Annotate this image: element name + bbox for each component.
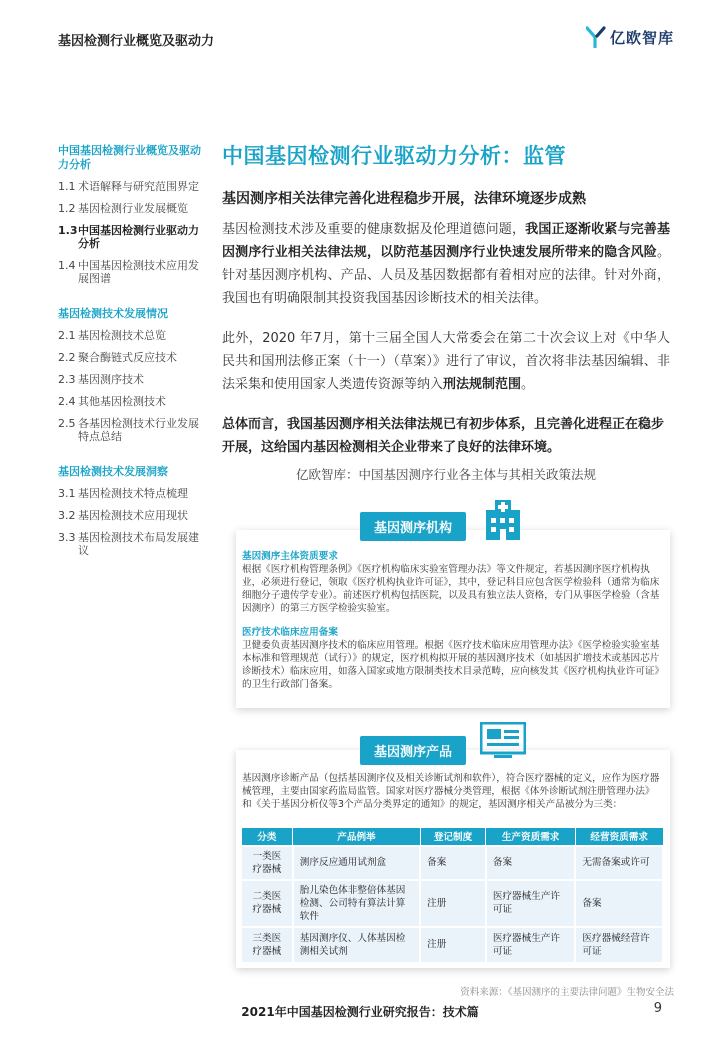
- p1-text-c: 。针对基因测序机构、产品、人员及基因数据都有着相对应的法律。针对外商，我国也有明确限制其投资我国基因诊断技术的相关法律。: [222, 245, 670, 306]
- logo-text: 亿欧智库: [609, 28, 674, 47]
- p1-bold: 我国正逐渐收紧与完善基因测序行业相关法律法规，以防范基因测序行业快速发展所带来的隐含风险: [222, 222, 670, 260]
- paragraph-1: [222, 218, 670, 310]
- sidebar-item-number: 1.4: [58, 259, 76, 272]
- paragraph-3: 总体而言，我国基因测序相关法律法规已有初步体系，且完善化进程正在稳步开展，这给国内基因检测相关企业带来了良好的法律环境。: [222, 417, 665, 455]
- institution-tag: 基因测序机构: [360, 512, 466, 541]
- sidebar-item-number: 2.1: [58, 329, 76, 342]
- sidebar-item[interactable]: [58, 487, 206, 500]
- sidebar-item-number: 3.1: [58, 487, 76, 500]
- figure-caption: 亿欧智库：中国基因测序行业各主体与其相关政策法规: [295, 467, 596, 482]
- table-cell: 三类医疗器械: [241, 927, 293, 963]
- table-header-cell: 登记制度: [420, 828, 486, 846]
- table-row: [241, 880, 663, 927]
- table-row: [241, 846, 663, 880]
- p2-text-c: 。: [521, 377, 535, 392]
- sidebar-section-heading[interactable]: 基因检测技术发展洞察: [58, 465, 168, 478]
- sidebar-section: [58, 307, 206, 443]
- hospital-icon: [482, 498, 524, 542]
- sidebar-item-number: 1.2: [58, 202, 76, 215]
- sidebar-item[interactable]: [58, 531, 206, 557]
- qualification-section: [242, 550, 662, 615]
- qualification-body: 根据《医疗机构管理条例》《医疗机构临床实验室管理办法》等文件规定，若基因测序医疗机构执业，必须进行登记，领取《医疗机构执业许可证》，其中，登记科目应包含医学检验科（通常为临床细胞分子遗传学专业）。前述医疗机构包括医院，以及具有独立法人资格，专门从事医学检验（含基因测序）的第三方医学检验实验室。: [242, 564, 660, 614]
- sidebar-item-label: 基因检测技术总览: [78, 329, 166, 342]
- sidebar-item-number: 3.2: [58, 509, 76, 522]
- sidebar-nav: [58, 144, 206, 579]
- table-cell: 注册: [420, 927, 486, 963]
- footer-title: 2021年中国基因检测行业研究报告：技术篇: [241, 1005, 479, 1019]
- sidebar-item-label: 术语解释与研究范围界定: [78, 180, 199, 193]
- sidebar-item-label: 基因测序技术: [78, 373, 144, 386]
- source-note: 资料来源：《基因测序的主要法律问题》生物安全法: [460, 987, 674, 998]
- sidebar-item-number: 2.4: [58, 395, 76, 408]
- sidebar-item-number: 2.2: [58, 351, 76, 364]
- table-cell: 医疗器械生产许可证: [486, 880, 576, 927]
- table-body: [241, 846, 663, 963]
- paragraph-2: [222, 327, 670, 396]
- sidebar-item-number: 3.3: [58, 531, 76, 544]
- sidebar-item-number: 2.3: [58, 373, 76, 386]
- sidebar-item-label: 各基因检测技术行业发展特点总结: [78, 417, 199, 443]
- p2-bold: 刑法规制范围: [443, 377, 522, 392]
- sidebar-item-label: 聚合酶链式反应技术: [78, 351, 177, 364]
- sidebar-item-number: 2.5: [58, 417, 76, 430]
- sidebar-item[interactable]: [58, 224, 206, 250]
- table-cell: 胎儿染色体非整倍体基因检测、公司特有算法计算软件: [293, 880, 420, 927]
- p2-text-a: 此外，2020 年7月，第十三届全国人大常委会在第二十次会议上对《中华人民共和国刑法修正案（十一）（草案）》进行了审议，首次将非法基因编辑、非法采集和使用国家人类遗传资源等纳入: [222, 331, 670, 392]
- header-title: 基因检测行业概览及驱动力: [58, 34, 215, 49]
- table-cell: 一类医疗器械: [241, 846, 293, 880]
- table-cell: 注册: [420, 880, 486, 927]
- sidebar-item[interactable]: [58, 509, 206, 522]
- sidebar-item[interactable]: [58, 202, 206, 215]
- logo: [586, 26, 674, 48]
- product-screen-icon: [480, 722, 526, 758]
- table-row: [241, 927, 663, 963]
- sidebar-item-label: 基因检测技术特点梳理: [78, 487, 188, 500]
- sidebar-item-label: 基因检测行业发展概览: [78, 202, 188, 215]
- sidebar-item[interactable]: [58, 180, 206, 193]
- section-subheading: 基因测序相关法律完善化进程稳步开展，法律环境逐步成熟: [222, 191, 586, 207]
- table-header-cell: 分类: [241, 828, 293, 846]
- sidebar-item[interactable]: [58, 329, 206, 342]
- sidebar-item-label: 中国基因检测行业驱动力分析: [78, 224, 199, 250]
- sidebar-item[interactable]: [58, 351, 206, 364]
- sidebar-item-label: 基因检测技术应用现状: [78, 509, 188, 522]
- sidebar-item[interactable]: [58, 259, 206, 285]
- sidebar-section: [58, 144, 206, 285]
- table-cell: 无需备案或许可: [575, 846, 663, 880]
- page-title: 中国基因检测行业驱动力分析：监管: [222, 144, 566, 168]
- table-cell: 医疗器械经营许可证: [575, 927, 663, 963]
- product-intro: 基因测序诊断产品（包括基因测序仪及相关诊断试剂和软件），符合医疗器械的定义，应作为医疗器械管理，主要由国家药监局监管。国家对医疗器械分类管理，根据《体外诊断试剂注册管理办法》和《关于基因分析仪等3个产品分类界定的通知》的规定，基因测序相关产品被分为三类：: [242, 773, 660, 810]
- sidebar-item-label: 中国基因检测技术应用发展图谱: [78, 259, 199, 285]
- classification-table: [240, 827, 664, 964]
- institution-card: [236, 521, 670, 708]
- sidebar-section-heading[interactable]: 基因检测技术发展情况: [58, 307, 168, 320]
- table-cell: 备案: [575, 880, 663, 927]
- page-number: 9: [653, 1001, 662, 1016]
- table-header-cell: 经营资质需求: [575, 828, 663, 846]
- sidebar-section: [58, 465, 206, 557]
- table-header-cell: 生产资质需求: [486, 828, 576, 846]
- table-header-row: [241, 828, 663, 846]
- table-cell: 基因测序仪、人体基因检测相关试剂: [293, 927, 420, 963]
- table-cell: 备案: [420, 846, 486, 880]
- sidebar-item[interactable]: [58, 395, 206, 408]
- qualification-heading: 基因测序主体资质要求: [242, 551, 338, 562]
- product-tag: 基因测序产品: [360, 736, 466, 765]
- logo-icon: [586, 26, 606, 48]
- sidebar-item[interactable]: [58, 373, 206, 386]
- p1-text-a: 基因检测技术涉及重要的健康数据及伦理道德问题，: [222, 222, 526, 237]
- table-cell: 备案: [486, 846, 576, 880]
- main-content: [222, 140, 670, 489]
- clinical-filing-section: [242, 626, 662, 691]
- table-cell: 医疗器械生产许可证: [486, 927, 576, 963]
- sidebar-item-label: 其他基因检测技术: [78, 395, 166, 408]
- table-cell: 二类医疗器械: [241, 880, 293, 927]
- table-header-cell: 产品例举: [293, 828, 420, 846]
- sidebar-section-heading[interactable]: 中国基因检测行业概览及驱动力分析: [58, 144, 201, 171]
- sidebar-item-number: 1.1: [58, 180, 76, 193]
- clinical-filing-heading: 医疗技术临床应用备案: [242, 627, 338, 638]
- product-card: [236, 745, 670, 968]
- clinical-filing-body: 卫健委负责基因测序技术的临床应用管理。根据《医疗技术临床应用管理办法》《医学检验实验室基本标准和管理规范（试行）》的规定，医疗机构拟开展的基因测序技术（如基因扩增技术或基因芯片诊断技术）临床应用，如落入国家或地方限制类技术目录范畴，应向核发其《医疗机构执业许可证》的卫生行政部门备案。: [242, 640, 660, 690]
- table-cell: 测序反应通用试剂盒: [293, 846, 420, 880]
- sidebar-item[interactable]: [58, 417, 206, 443]
- sidebar-item-label: 基因检测技术布局发展建议: [78, 531, 199, 557]
- sidebar-item-number: 1.3: [58, 224, 78, 237]
